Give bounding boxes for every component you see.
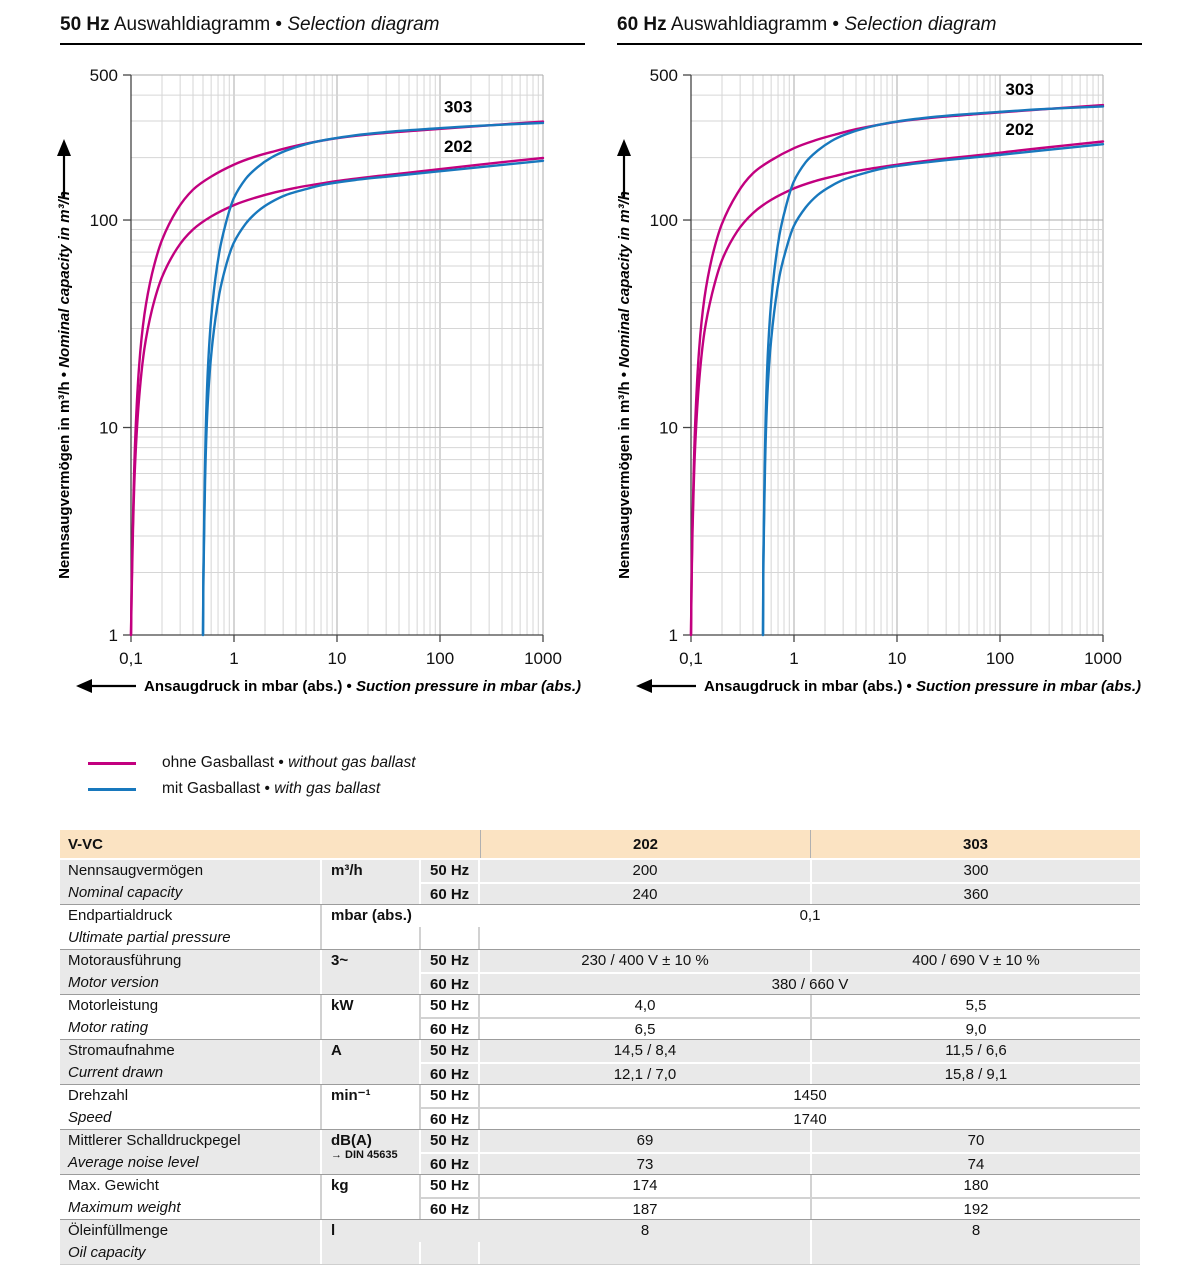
svg-text:1: 1 [108,626,118,645]
row-unit: A [320,1040,419,1084]
legend-label-de: ohne Gasballast • [162,754,289,771]
row-unit: kg [320,1175,419,1219]
title-frequency: 50 Hz [60,14,110,35]
svg-text:1000: 1000 [524,649,562,668]
svg-text:10: 10 [99,418,118,438]
row-label-de: Drehzahl [68,1087,129,1104]
value-cell: 174 [632,1177,658,1194]
table-row [60,860,1140,904]
row-label [60,1085,320,1129]
svg-text:303: 303 [1005,80,1034,100]
row-label-en: Speed [68,1109,112,1126]
table-row [60,949,1140,994]
svg-text:Nennsaugvermögen in m³/h • Nom: Nennsaugvermögen in m³/h • Nominal capacity in m³/h [56,191,73,579]
frequency-cell: 60 Hz [419,972,480,994]
frequency-cell: 50 Hz [419,950,480,972]
svg-text:202: 202 [443,136,473,156]
row-label [60,1040,320,1084]
frequency-cell: 50 Hz [419,1040,480,1062]
row-unit: dB(A) → DIN 45635 [320,1130,419,1174]
row-label-de: Endpartialdruck [68,907,173,924]
value-cell: 187 [480,1197,810,1219]
svg-text:100: 100 [89,211,118,231]
row-unit: 3~ [320,950,419,994]
frequency-cell: 50 Hz [419,1085,480,1107]
row-unit: kW [320,995,419,1039]
value-cell: 1450 [793,1087,827,1104]
title-text-de: Auswahldiagramm • [109,14,288,35]
table-header-model: V-VC [68,835,104,853]
svg-text:303: 303 [443,97,473,117]
chart-legend [60,750,416,802]
frequency-cell: 60 Hz [419,1107,480,1129]
selection-diagram-50hz [40,55,600,715]
value-cell: 0,1 [799,907,821,924]
frequency-cell: 60 Hz [419,1197,480,1219]
row-label-de: Nennsaugvermögen [68,862,204,879]
frequency-cell: 60 Hz [419,1152,480,1174]
row-label [60,905,320,949]
table-header-303: 303 [810,830,1140,858]
magenta-line-swatch [88,762,136,765]
frequency-cell: 50 Hz [419,1175,480,1197]
svg-text:10: 10 [659,418,678,438]
table-row [60,1039,1140,1084]
value-cell: 8 [640,1222,650,1239]
value-cell: 15,8 / 9,1 [810,1062,1140,1084]
row-label [60,860,320,904]
specification-table [60,830,1140,1265]
table-row [60,904,1140,949]
value-cell: 180 [810,1175,1140,1197]
row-label-de: Öleinfüllmenge [68,1222,169,1239]
svg-text:0,1: 0,1 [679,649,703,668]
chart-title-50hz [60,14,585,45]
svg-text:Nennsaugvermögen in m³/h • Nom: Nennsaugvermögen in m³/h • Nominal capacity in m³/h [616,191,633,579]
selection-chart [600,55,1160,715]
svg-text:1: 1 [668,626,678,645]
legend-label-en: without gas ballast [288,754,416,771]
row-label-en: Maximum weight [68,1199,181,1216]
legend-item-without-gas-ballast [60,750,416,776]
value-cell: 70 [810,1130,1140,1152]
value-cell: 8 [810,1220,1140,1264]
row-label [60,1130,320,1174]
frequency-cell [419,1242,480,1264]
row-label-de: Motorleistung [68,997,159,1014]
legend-label-de: mit Gasballast • [162,780,275,797]
row-label-en: Ultimate partial pressure [68,929,231,946]
chart-title-60hz [617,14,1142,45]
value-cell: 400 / 690 V ± 10 % [810,950,1140,972]
row-label-en: Motor rating [68,1019,149,1036]
blue-line-swatch [88,788,136,791]
svg-text:100: 100 [985,649,1015,668]
row-label-en: Oil capacity [68,1244,146,1261]
legend-label-en: with gas ballast [274,780,381,797]
title-text-en: Selection diagram [844,14,997,35]
table-body [60,860,1140,1265]
row-unit: min⁻¹ [320,1085,419,1129]
value-cell: 1740 [480,1107,1140,1129]
row-unit-note: → DIN 45635 [331,1149,398,1161]
selection-diagram-60hz [600,55,1160,715]
title-frequency: 60 Hz [617,14,667,35]
value-cell: 300 [810,860,1140,882]
row-label-de: Max. Gewicht [68,1177,159,1194]
svg-text:10: 10 [327,649,347,668]
svg-text:0,1: 0,1 [119,649,143,668]
row-label [60,950,320,994]
title-text-de: Auswahldiagramm • [666,14,845,35]
frequency-cell: 50 Hz [419,995,480,1017]
value-cell: 12,1 / 7,0 [480,1062,810,1084]
svg-text:1: 1 [229,649,239,668]
frequency-cell: 60 Hz [419,1062,480,1084]
frequency-cell: 50 Hz [419,860,480,882]
row-label-en: Average noise level [68,1154,199,1171]
value-cell: 200 [632,862,658,879]
table-row [60,1219,1140,1264]
value-cell: 360 [810,882,1140,904]
row-unit: m³/h [320,860,419,904]
selection-chart [40,55,600,715]
title-text-en: Selection diagram [287,14,440,35]
svg-text:10: 10 [887,649,907,668]
table-header-row [60,830,1140,858]
frequency-cell: 50 Hz [419,1130,480,1152]
value-cell: 192 [810,1197,1140,1219]
value-cell: 380 / 660 V [480,972,1140,994]
svg-text:500: 500 [89,66,118,85]
frequency-cell: 60 Hz [419,882,480,904]
value-cell: 4,0 [634,997,656,1014]
row-label [60,1175,320,1219]
value-cell: 9,0 [810,1017,1140,1039]
row-label-de: Stromaufnahme [68,1042,175,1059]
row-unit: l [320,1220,419,1264]
row-label-de: Motorausführung [68,952,182,969]
svg-text:Ansaugdruck in mbar (abs.) • S: Ansaugdruck in mbar (abs.) • Suction pressure in mbar (abs.) [144,678,582,695]
svg-text:Ansaugdruck in mbar (abs.) • S: Ansaugdruck in mbar (abs.) • Suction pressure in mbar (abs.) [704,678,1142,695]
table-header-202: 202 [480,830,810,858]
row-label-en: Nominal capacity [68,884,183,901]
table-row [60,1174,1140,1219]
row-label-en: Motor version [68,974,159,991]
value-cell: 6,5 [480,1017,810,1039]
table-row [60,994,1140,1039]
row-label [60,995,320,1039]
value-cell: 74 [810,1152,1140,1174]
legend-item-with-gas-ballast [60,776,416,802]
value-cell: 11,5 / 6,6 [810,1040,1140,1062]
svg-text:500: 500 [649,66,678,85]
row-label-en: Current drawn [68,1064,164,1081]
value-cell: 73 [480,1152,810,1174]
value-cell: 5,5 [810,995,1140,1017]
svg-text:202: 202 [1005,119,1034,139]
frequency-cell [419,927,480,949]
row-unit: mbar (abs.) [320,905,419,949]
svg-text:100: 100 [425,649,455,668]
frequency-cell: 60 Hz [419,1017,480,1039]
svg-text:1: 1 [789,649,799,668]
value-cell: 230 / 400 V ± 10 % [581,952,709,969]
table-row [60,1129,1140,1174]
row-label [60,1220,320,1264]
value-cell: 69 [636,1132,654,1149]
svg-text:100: 100 [649,211,678,231]
svg-text:1000: 1000 [1084,649,1122,668]
row-label-de: Mittlerer Schalldruckpegel [68,1132,241,1149]
value-cell: 14,5 / 8,4 [613,1042,677,1059]
value-cell: 240 [480,882,810,904]
table-row [60,1084,1140,1129]
